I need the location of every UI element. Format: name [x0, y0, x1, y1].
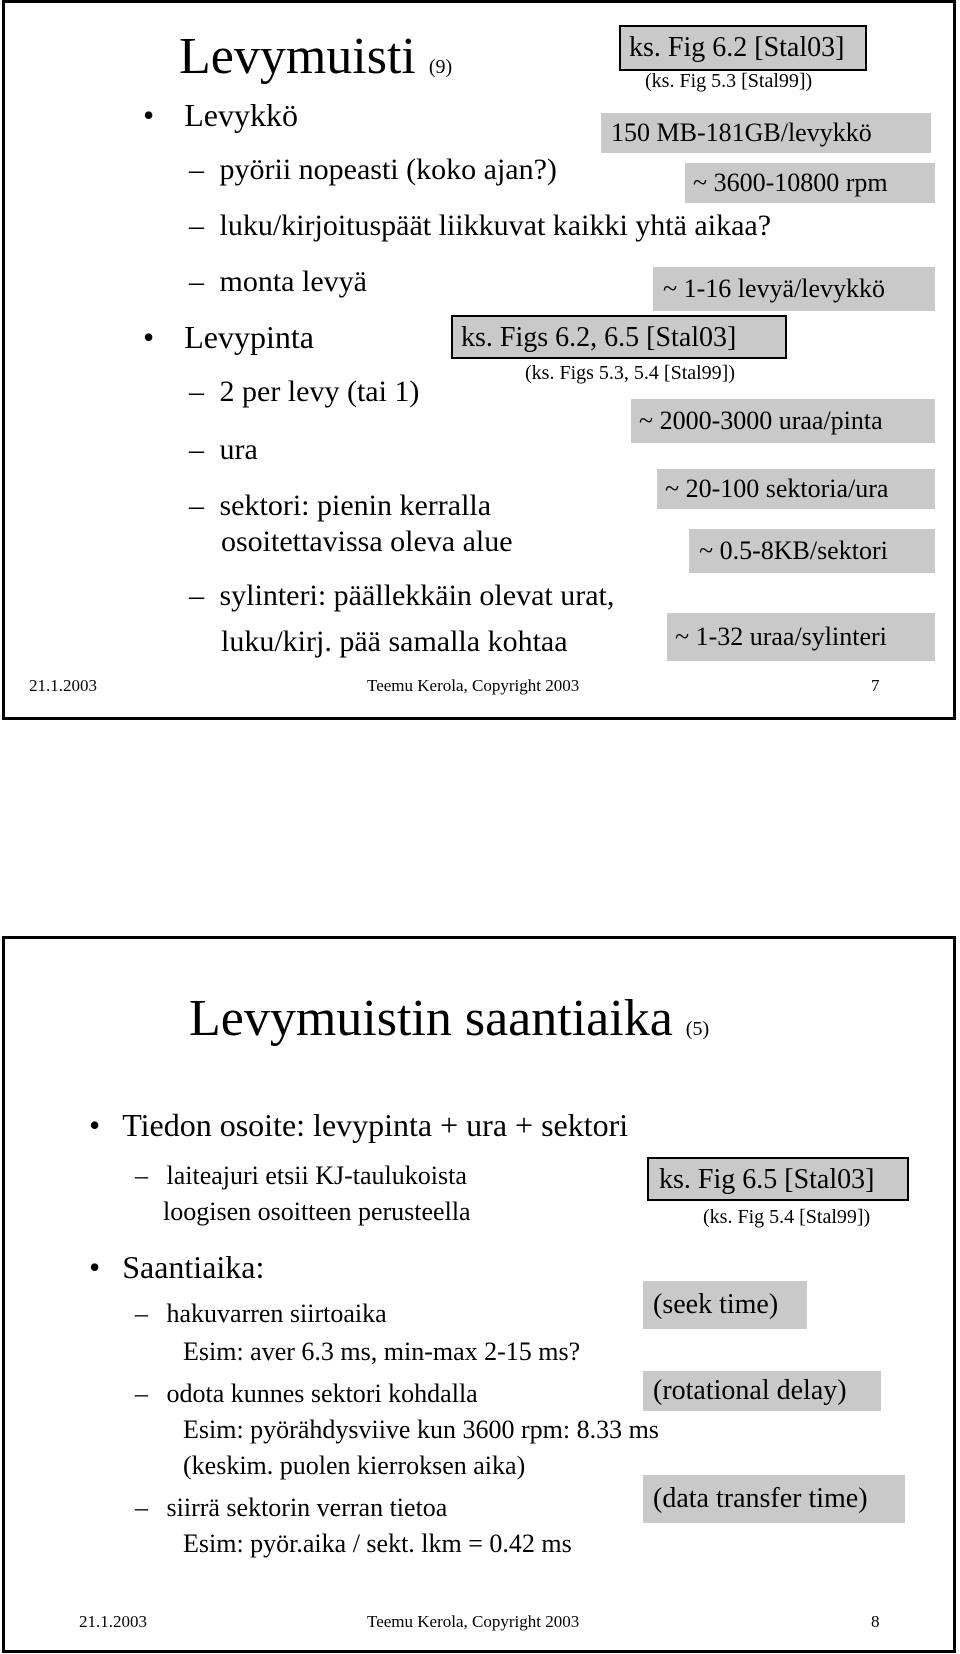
footer-page-number: 8 — [871, 1612, 880, 1631]
note-disks: ~ 1-16 levyä/levykkö — [653, 267, 935, 311]
note-rpm: ~ 3600-10800 rpm — [685, 163, 935, 203]
term-data-transfer-time: (data transfer time) — [643, 1475, 905, 1523]
sub-item-continued: loogisen osoitteen perusteella — [163, 1197, 471, 1226]
dash-icon: – — [135, 1161, 148, 1190]
bullet-text: Saantiaika: — [122, 1249, 265, 1285]
sub-item — [189, 267, 367, 297]
slide-title — [189, 990, 710, 1047]
reference-box-stal03 — [619, 25, 867, 71]
term-seek-time: (seek time) — [643, 1281, 807, 1329]
title-count: (9) — [428, 56, 453, 78]
sub-item-text: pyörii nopeasti (koko ajan?) — [219, 153, 557, 186]
sub-item — [189, 155, 557, 185]
bullet-item — [143, 99, 298, 131]
bullet-text: Tiedon osoite: levypinta + ura + sektori — [122, 1107, 629, 1143]
sub-item-text: 2 per levy (tai 1) — [219, 375, 420, 408]
slide-levymuistin-saantiaika — [2, 936, 956, 1653]
dash-icon: – — [189, 265, 204, 298]
sub-item-text: laiteajuri etsii KJ-taulukoista — [166, 1161, 467, 1190]
bullet-text: Levykkö — [184, 97, 298, 133]
bullet-text: Levypinta — [184, 319, 314, 355]
sub-item — [135, 1163, 467, 1189]
sub-item — [189, 435, 258, 465]
reference-stal99: (ks. Fig 5.3 [Stal99]) — [645, 70, 813, 92]
sub-item — [135, 1301, 387, 1327]
title-text: Levymuistin saantiaika — [189, 990, 673, 1047]
note-capacity: 150 MB-181GB/levykkö — [601, 113, 931, 153]
sub-item-text: ura — [219, 433, 258, 466]
example-text: Esim: aver 6.3 ms, min-max 2-15 ms? — [183, 1337, 581, 1366]
reference-figs-stal99: (ks. Figs 5.3, 5.4 [Stal99]) — [525, 362, 735, 384]
bullet-item — [89, 1109, 628, 1141]
footer-author: Teemu Kerola, Copyright 2003 — [367, 676, 580, 695]
sub-item-text: odota kunnes sektori kohdalla — [166, 1379, 478, 1408]
sub-item — [189, 491, 491, 521]
reference-text: ks. Fig 6.2 [Stal03] — [629, 32, 845, 63]
note-tracks: ~ 2000-3000 uraa/pinta — [631, 399, 935, 443]
dash-icon: – — [189, 489, 204, 522]
dash-icon: – — [135, 1299, 148, 1328]
sub-item — [189, 211, 771, 241]
slide-title — [179, 28, 453, 85]
bullet-icon: • — [143, 319, 155, 355]
sub-item-text: hakuvarren siirtoaika — [166, 1299, 387, 1328]
note-cylinder: ~ 1-32 uraa/sylinteri — [667, 613, 935, 661]
example-text: Esim: pyörähdysviive kun 3600 rpm: 8.33 ms — [183, 1415, 659, 1444]
dash-icon: – — [189, 433, 204, 466]
sub-item — [135, 1495, 447, 1521]
sub-item-continued: osoitettavissa oleva alue — [221, 525, 513, 558]
dash-icon: – — [135, 1493, 148, 1522]
sub-item — [189, 581, 614, 611]
bullet-icon: • — [143, 97, 155, 133]
note-sector-size: ~ 0.5-8KB/sektori — [689, 529, 935, 573]
footer-date: 21.1.2003 — [79, 1612, 147, 1631]
dash-icon: – — [135, 1379, 148, 1408]
footer-author: Teemu Kerola, Copyright 2003 — [367, 1612, 580, 1631]
bullet-icon: • — [89, 1107, 101, 1143]
reference-stal99: (ks. Fig 5.4 [Stal99]) — [703, 1206, 871, 1228]
sub-item-text: monta levyä — [219, 265, 367, 298]
bullet-item — [143, 321, 314, 353]
slide-levymuisti — [2, 0, 956, 720]
title-count: (5) — [685, 1018, 710, 1040]
sub-item — [135, 1381, 478, 1407]
sub-item-text: siirrä sektorin verran tietoa — [166, 1493, 448, 1522]
sub-item-text: luku/kirjoituspäät liikkuvat kaikki yhtä aikaa? — [219, 209, 772, 242]
footer-page-number: 7 — [871, 676, 880, 695]
sub-item-continued: luku/kirj. pää samalla kohtaa — [221, 625, 568, 658]
bullet-icon: • — [89, 1249, 101, 1285]
title-text: Levymuisti — [179, 28, 416, 85]
dash-icon: – — [189, 209, 204, 242]
example-text: Esim: pyör.aika / sekt. lkm = 0.42 ms — [183, 1529, 572, 1558]
bullet-item — [89, 1251, 264, 1283]
dash-icon: – — [189, 579, 204, 612]
dash-icon: – — [189, 375, 204, 408]
example-note: (keskim. puolen kierroksen aika) — [183, 1451, 526, 1480]
sub-item-text: sektori: pienin kerralla — [219, 489, 492, 522]
term-rotational-delay: (rotational delay) — [643, 1371, 881, 1411]
dash-icon: – — [189, 153, 204, 186]
sub-item — [189, 377, 419, 407]
reference-box-stal03: ks. Fig 6.5 [Stal03] — [647, 1157, 909, 1201]
note-sectors: ~ 20-100 sektoria/ura — [657, 469, 935, 509]
reference-box-figs: ks. Figs 6.2, 6.5 [Stal03] — [451, 315, 787, 359]
sub-item-text: sylinteri: päällekkäin olevat urat, — [219, 579, 615, 612]
footer-date: 21.1.2003 — [29, 676, 97, 695]
